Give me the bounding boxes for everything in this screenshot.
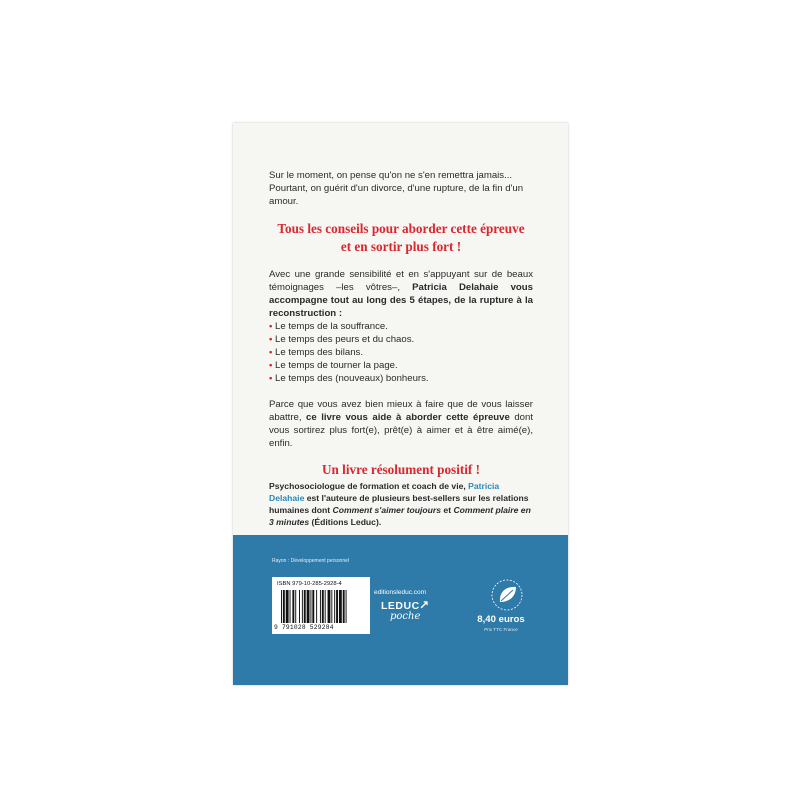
steps-list	[269, 320, 533, 385]
price-note: Prix TTC France	[484, 627, 518, 632]
publisher-logo	[381, 600, 435, 630]
headline-line-1: Tous les conseils pour aborder cette épreuve	[277, 221, 525, 236]
barcode	[272, 577, 370, 634]
step-text: Le temps des (nouveaux) bonheurs.	[275, 373, 429, 384]
headline	[269, 220, 533, 256]
bullet-icon: •	[269, 334, 273, 345]
list-item	[269, 359, 533, 372]
author-bio-c: et	[441, 505, 454, 515]
author-bio-b: est l'auteure de plusieurs best-sellers sur les relations humaines dont	[269, 493, 529, 515]
isbn-number: ISBN 979-10-285-2928-4	[277, 581, 342, 587]
step-text: Le temps de la souffrance.	[275, 321, 388, 332]
description-bold: Patricia Delahaie vous accompagne tout au long des 5 étapes, de la rupture à la reconstruction :	[269, 282, 533, 319]
author-bio	[269, 480, 533, 528]
logo-leduc: LEDUC	[381, 600, 420, 612]
barcode-bars-icon	[281, 590, 366, 623]
blurb	[269, 169, 533, 479]
closing-text-c: dont vous sortirez plus fort(e), prêt(e) à aimer et à être aimé(e), enfin.	[269, 412, 534, 449]
rayon-label: Rayon : Développement personnel	[272, 558, 349, 564]
bullet-icon: •	[269, 360, 273, 371]
leaf-icon	[487, 575, 527, 615]
intro-text: Sur le moment, on pense qu'on ne s'en remettra jamais... Pourtant, on guérit d'un divorce, d'une rupture, de la fin d'un amour.	[269, 170, 524, 207]
book-title-1: Comment s'aimer toujours	[332, 505, 442, 515]
closing-bold: ce livre vous aide à aborder cette épreuve	[306, 412, 510, 423]
list-item	[269, 372, 533, 385]
list-item	[269, 333, 533, 346]
author-bio-a: Psychosociologue de formation et coach de vie,	[269, 481, 469, 491]
publisher-website: editionsleduc.com	[374, 589, 427, 596]
list-item	[269, 320, 533, 333]
description-text: Avec une grande sensibilité et en s'appuyant sur de beaux témoignages –les vôtres–,	[269, 269, 533, 293]
bullet-icon: •	[269, 321, 273, 332]
closing-text-a: Parce que vous avez bien mieux à faire que de vous laisser abattre,	[269, 399, 533, 423]
author-name: Patricia Delahaie	[269, 481, 500, 503]
description-paragraph	[269, 268, 533, 320]
step-text: Le temps des bilans.	[275, 347, 363, 358]
arrow-icon: ↗	[419, 598, 430, 612]
logo-poche: poche	[390, 611, 421, 622]
headline-line-2: et en sortir plus fort !	[340, 239, 462, 254]
closing-paragraph	[269, 398, 533, 450]
step-text: Le temps des peurs et du chaos.	[275, 334, 415, 345]
bullet-icon: •	[269, 347, 273, 358]
bullet-icon: •	[269, 373, 273, 384]
barcode-digits: 9 791028 529284	[274, 624, 334, 631]
book-back-cover	[233, 123, 568, 685]
book-title-2: Comment plaire en 3 minutes	[269, 505, 531, 527]
price: 8,40 euros	[477, 614, 525, 625]
tagline: Un livre résolument positif !	[322, 462, 480, 477]
publisher-band	[233, 535, 568, 685]
list-item	[269, 346, 533, 359]
step-text: Le temps de tourner la page.	[275, 360, 398, 371]
author-bio-d: (Éditions Leduc).	[309, 517, 382, 527]
